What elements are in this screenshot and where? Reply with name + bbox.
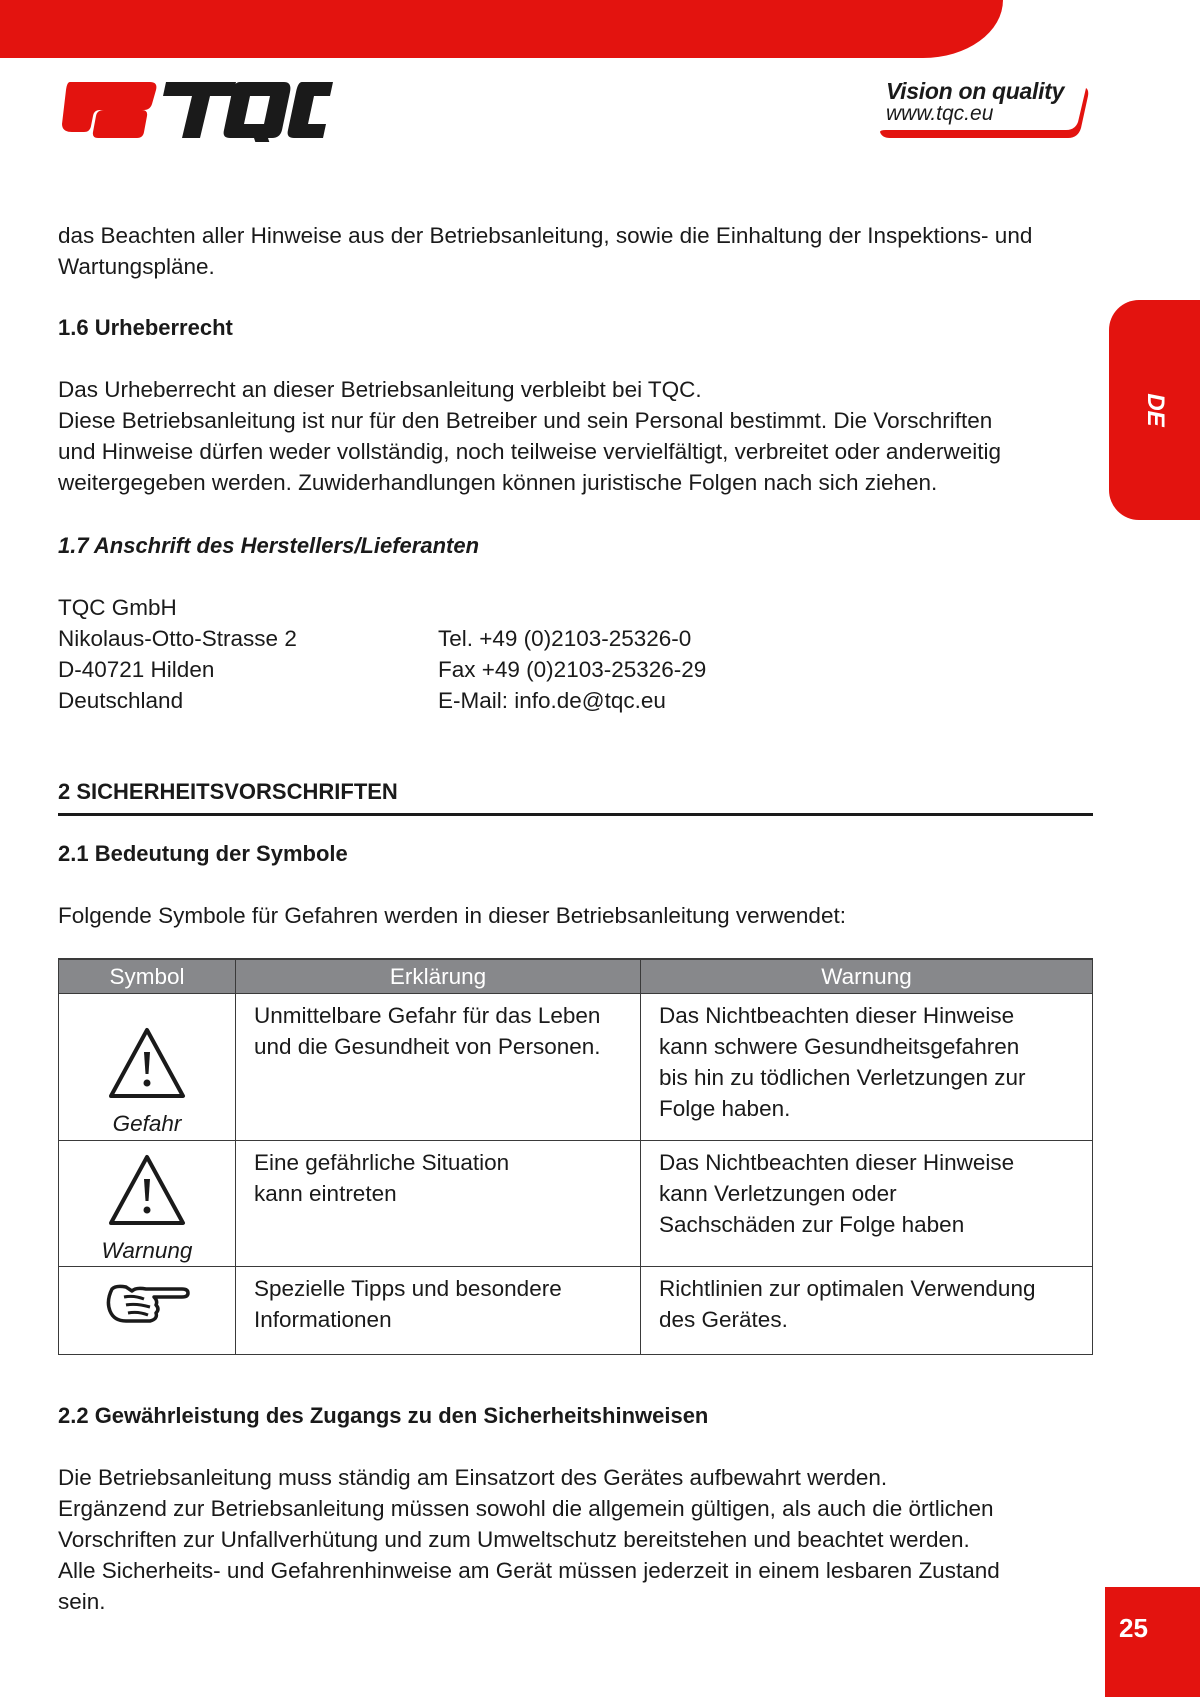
symbol-cell [59,1267,236,1355]
warning-cell [641,1141,1093,1267]
body-line: Diese Betriebsanleitung ist nur für den Betreiber und sein Personal bestimmt. Die Vorschriften [58,408,993,433]
tagline-text: Vision on quality [886,78,1065,104]
body-line: und Hinweise dürfen weder vollständig, noch teilweise vervielfältigt, verbreitet oder anderweitig [58,439,1002,464]
column-header: Warnung [641,959,1093,994]
language-label: DE [1141,393,1169,427]
table-row [59,1141,1093,1267]
intro-paragraph [58,220,1093,282]
section-2-2-body [58,1462,1093,1617]
contact-column [438,623,706,716]
header-band [0,0,1003,58]
tqc-logo [58,80,333,142]
cell-line: kann Verletzungen oder [659,1181,897,1206]
cell-line: des Gerätes. [659,1307,788,1332]
email-link[interactable]: E-Mail: info.de@tqc.eu [438,688,666,713]
country: Deutschland [58,688,184,713]
body-line: Die Betriebsanleitung muss ständig am Einsatzort des Gerätes aufbewahrt werden. [58,1465,888,1490]
pointing-hand-icon [102,1279,192,1325]
body-line: sein. [58,1589,106,1614]
warning-triangle-icon [107,1153,187,1227]
column-header: Symbol [59,959,236,994]
table-row [59,994,1093,1141]
tagline-block [880,78,1095,140]
cell-line: Richtlinien zur optimalen Verwendung [659,1276,1036,1301]
body-line: Alle Sicherheits- und Gefahrenhinweise am Gerät müssen jederzeit in einem lesbaren Zustand [58,1558,1000,1583]
explanation-cell [236,1267,641,1355]
body-line: Ergänzend zur Betriebsanleitung müssen sowohl die allgemein gültigen, als auch die örtlichen [58,1496,994,1521]
column-header: Erklärung [236,959,641,994]
body-line: Vorschriften zur Unfallverhütung und zum Umweltschutz bereitstehen und beachtet werden. [58,1527,970,1552]
cell-line: bis hin zu tödlichen Verletzungen zur [659,1065,1026,1090]
fax: Fax +49 (0)2103-25326-29 [438,657,707,682]
warning-cell [641,994,1093,1141]
section-2-2-heading: 2.2 Gewährleistung des Zugangs zu den Sicherheitshinweisen [58,1403,709,1428]
table-row [59,1267,1093,1355]
section-2-1-heading: 2.1 Bedeutung der Symbole [58,841,348,866]
cell-line: Unmittelbare Gefahr für das Leben [254,1003,601,1028]
symbols-table [58,958,1093,1355]
intro-line: das Beachten aller Hinweise aus der Betriebsanleitung, sowie die Einhaltung der Inspektions- und [58,223,1033,248]
section-2-heading: 2 SICHERHEITSVORSCHRIFTEN [58,776,1093,816]
cell-line: Spezielle Tipps und besondere [254,1276,562,1301]
body-line: Das Urheberrecht an dieser Betriebsanleitung verbleibt bei TQC. [58,377,702,402]
address-block [58,592,1093,722]
explanation-cell [236,994,641,1141]
section-1-6-heading: 1.6 Urheberrecht [58,315,233,340]
language-tab[interactable] [1109,300,1200,520]
section-1-6-body [58,374,1093,498]
symbol-label: Gefahr [112,1111,182,1136]
section-2-1-intro: Folgende Symbole für Gefahren werden in dieser Betriebsanleitung verwendet: [58,903,846,928]
phone: Tel. +49 (0)2103-25326-0 [438,626,692,651]
cell-line: und die Gesundheit von Personen. [254,1034,601,1059]
page-number-box [1105,1587,1200,1697]
cell-line: Sachschäden zur Folge haben [659,1212,965,1237]
city: D-40721 Hilden [58,657,215,682]
explanation-cell [236,1141,641,1267]
intro-line: Wartungspläne. [58,254,215,279]
address-column [58,592,297,716]
symbol-cell [59,994,236,1141]
company-name: TQC GmbH [58,595,177,620]
website-link[interactable]: www.tqc.eu [886,102,994,125]
symbol-cell [59,1141,236,1267]
cell-line: Informationen [254,1307,392,1332]
cell-line: Eine gefährliche Situation [254,1150,510,1175]
symbol-label: Warnung [101,1238,193,1263]
danger-triangle-icon [107,1026,187,1100]
table-header-row [59,959,1093,994]
cell-line: Das Nichtbeachten dieser Hinweise [659,1003,1015,1028]
cell-line: Das Nichtbeachten dieser Hinweise [659,1150,1015,1175]
warning-cell [641,1267,1093,1355]
section-1-7-heading: 1.7 Anschrift des Herstellers/Lieferanten [58,533,480,558]
cell-line: kann schwere Gesundheitsgefahren [659,1034,1020,1059]
cell-line: kann eintreten [254,1181,397,1206]
cell-line: Folge haben. [659,1096,791,1121]
body-line: weitergegeben werden. Zuwiderhandlungen können juristische Folgen nach sich ziehen. [58,470,938,495]
street: Nikolaus-Otto-Strasse 2 [58,626,297,651]
page-number: 25 [1119,1613,1148,1643]
